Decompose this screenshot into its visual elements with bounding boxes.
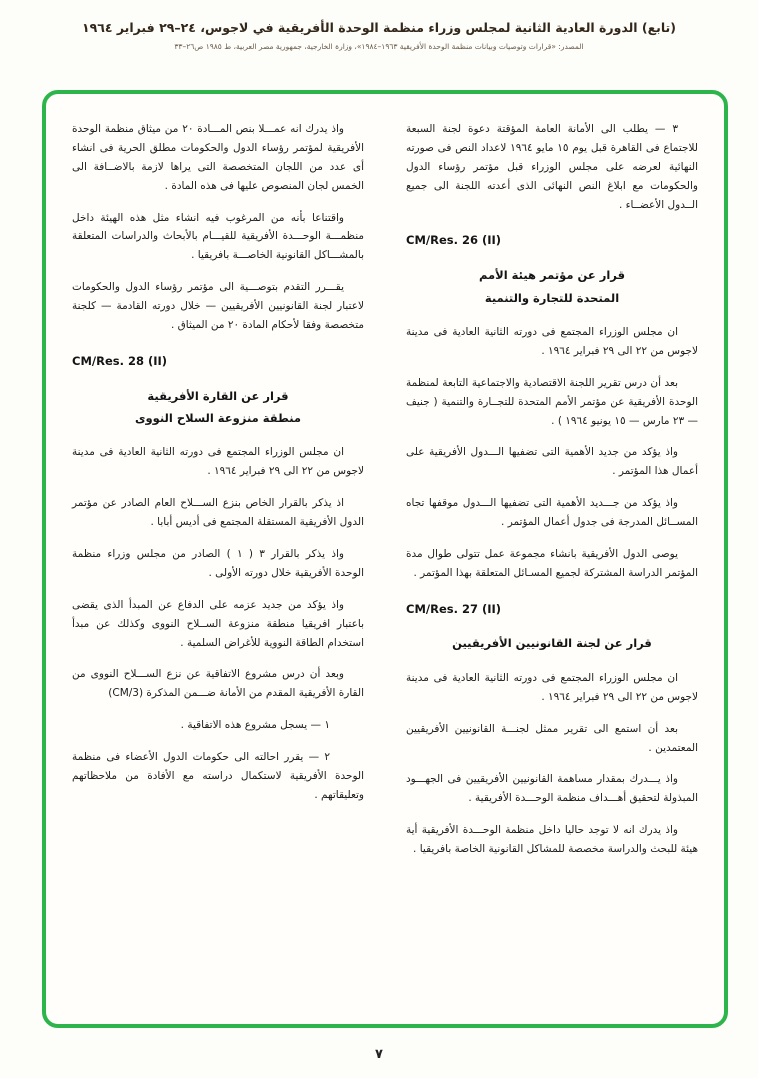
right-column [406,120,698,1006]
resolution-heading-28 [72,385,364,430]
paragraph: ٣ — يطلب الى الأمانة العامة المؤقتة دعوة لجنة السبعة للاجتماع فى القاهرة قبل يوم ١٥ مايو ١٩٦٤ لاعداد النص فى صورته النهائية لعرضه على مجلس الوزراء قبل مؤتمر رؤساء الدول والحكومات مع ابلاغ النص النهائى الذى أعدته اللجنة الى جميع الــدول الأعضــاء . [406,123,698,211]
list-item: ١ — يسجل مشروع هذه الاتفاقية . [180,719,330,732]
resolution-heading-27: قرار عن لجنة القانونيين الأفريقيين [452,636,652,651]
paragraph: ان مجلس الوزراء المجتمع فى دورته الثانية العادية فى مدينة لاجوس من ٢٢ الى ٢٩ فبراير ١٩٦٤ . [406,671,698,703]
resolution-heading-line: قرار عن مؤتمر هيئة الأمم [479,268,625,283]
two-column-layout [72,120,698,1006]
paragraph: واذ يؤكد من جـــديد الأهمية التى تضفيها الـــدول موقفها تجاه المســائل المدرجة فى جدول أعمال المؤتمر . [406,497,698,529]
paragraph: بعد أن درس تقرير اللجنة الاقتصادية والاجتماعية التابعة لمنظمة الوحدة الأفريقية عن مؤتمر الأمم المتحدة للتجــارة والتنمية ( جنيف — ٢٣ مارس — ١٥ يونيو ١٩٦٤ ) . [406,376,698,427]
resolution-heading-26 [406,264,698,309]
document-frame [42,90,728,1028]
paragraph: يوصى الدول الأفريقية بانشاء مجموعة عمل تتولى طوال مدة المؤتمر الدراسة المشتركة لجميع المسـائل المتعلقة بهذا المؤتمر . [406,548,698,579]
source-note: المصدر: «قرارات وتوصيات وبيانات منظمة الوحدة الأفريقية ١٩٦٣–١٩٨٤»، وزارة الخارجية، جمهورية مصر العربية، ط ١٩٨٥ ص٢٦–٣٣ [174,42,584,51]
paragraph: يقـــرر التقدم بتوصـــية الى مؤتمر رؤساء الدول والحكومات لاعتبار لجنة القانونيين الأفريقيين — خلال دورته القادمة — كلجنة متخصصة وفقا لأحكام المادة ٢٠ من الميثاق . [72,281,364,332]
paragraph: وبعد أن درس مشروع الاتفاقية عن نزع الســـلاح النووى من القارة الأفريقية المقدم من الأمانة ضـــمن المذكرة (CM/3) [72,668,364,700]
paragraph: واذ يذكر بالقرار ٣ ( ١ ) الصادر من مجلس وزراء منظمة الوحدة الأفريقية خلال دورته الأولى . [72,548,364,579]
paragraph: ان مجلس الوزراء المجتمع فى دورته الثانية العادية فى مدينة لاجوس من ٢٢ الى ٢٩ فبراير ١٩٦٤ . [406,325,698,357]
resolution-heading-line: منطقة منزوعة السلاح النووى [134,411,302,426]
paragraph: بعد أن استمع الى تقرير ممثل لجنـــة القانونيين الأفريقيين المعتمدين . [406,722,698,754]
document-title: (تابع) الدورة العادية الثانية لمجلس وزراء منظمة الوحدة الأفريقية في لاجوس، ٢٤–٢٩ فبراير ١٩٦٤ [82,20,676,35]
paragraph: واذ يؤكد من جديد الأهمية التى تضفيها الـــدول الأفريقية على أعمال هذا المؤتمر . [406,446,698,478]
resolution-heading-line: قرار عن القارة الأفريقية [147,388,289,403]
page-number: ٧ [375,1047,383,1062]
paragraph: واذ يدرك انه لا توجد حاليا داخل منظمة الوحـــدة الأفريقية أية هيئة للبحث والدراسة مخصصة للمشاكل القانونية الخاصة بافريقيا . [406,824,698,856]
resolution-label-28: CM/Res. 28 (II) [72,353,168,368]
resolution-heading-line: المتحدة للتجارة والتنمية [484,290,620,305]
paragraph: ان مجلس الوزراء المجتمع فى دورته الثانية العادية فى مدينة لاجوس من ٢٢ الى ٢٩ فبراير ١٩٦٤ . [72,446,364,478]
list-item: ٢ — يقرر احالته الى حكومات الدول الأعضاء فى منظمة الوحدة الأفريقية لاستكمال دراسته مع الأفادة من ملاحظاتهم وتعليقاتهم . [72,751,364,801]
paragraph: واذ يؤكد من جديد عزمه على الدفاع عن المبدأ الذى يقضى باعتبار افريقيا منطقة منزوعة الســلاح النووى وكذلك عن مبدأ استخدام الطاقة النووية للأغراض السلمية . [72,598,364,649]
paragraph: واذ يـــدرك بمقدار مساهمة القانونيين الأفريقيين فى الجهـــود المبذولة لتحقيق أهـــداف منظمة الوحـــدة الأفريقية . [406,773,698,805]
left-column [72,120,364,1006]
paragraph: واذ يدرك انه عمـــلا بنص المـــادة ٢٠ من ميثاق منظمة الوحدة الأفريقية لمؤتمر رؤساء الدول والحكومات مطلق الحرية فى انشاء أى عدد من اللجان المتخصصة التى يراها لازمة بالاضــافة الى الخمس لجان المنصوص عليها فى هذه المادة . [72,123,364,192]
paragraph: اذ يذكر بالقرار الخاص بنزع الســـلاح العام الصادر عن مؤتمر الدول الأفريقية المستقلة المجتمع فى أديس أبابا . [72,497,364,529]
page-header [0,0,758,51]
paragraph: واقتناعا بأنه من المرغوب فيه انشاء مثل هذه الهيئة داخل منظمـــة الوحـــدة الأفريقية للقيـــام بالأبحاث والدراسات المتعلقة بالمشـــاكل القانونية الخاصـــة بافريقيا . [72,211,364,262]
resolution-label-27: CM/Res. 27 (II) [406,601,502,616]
resolution-label-26: CM/Res. 26 (II) [406,233,502,248]
